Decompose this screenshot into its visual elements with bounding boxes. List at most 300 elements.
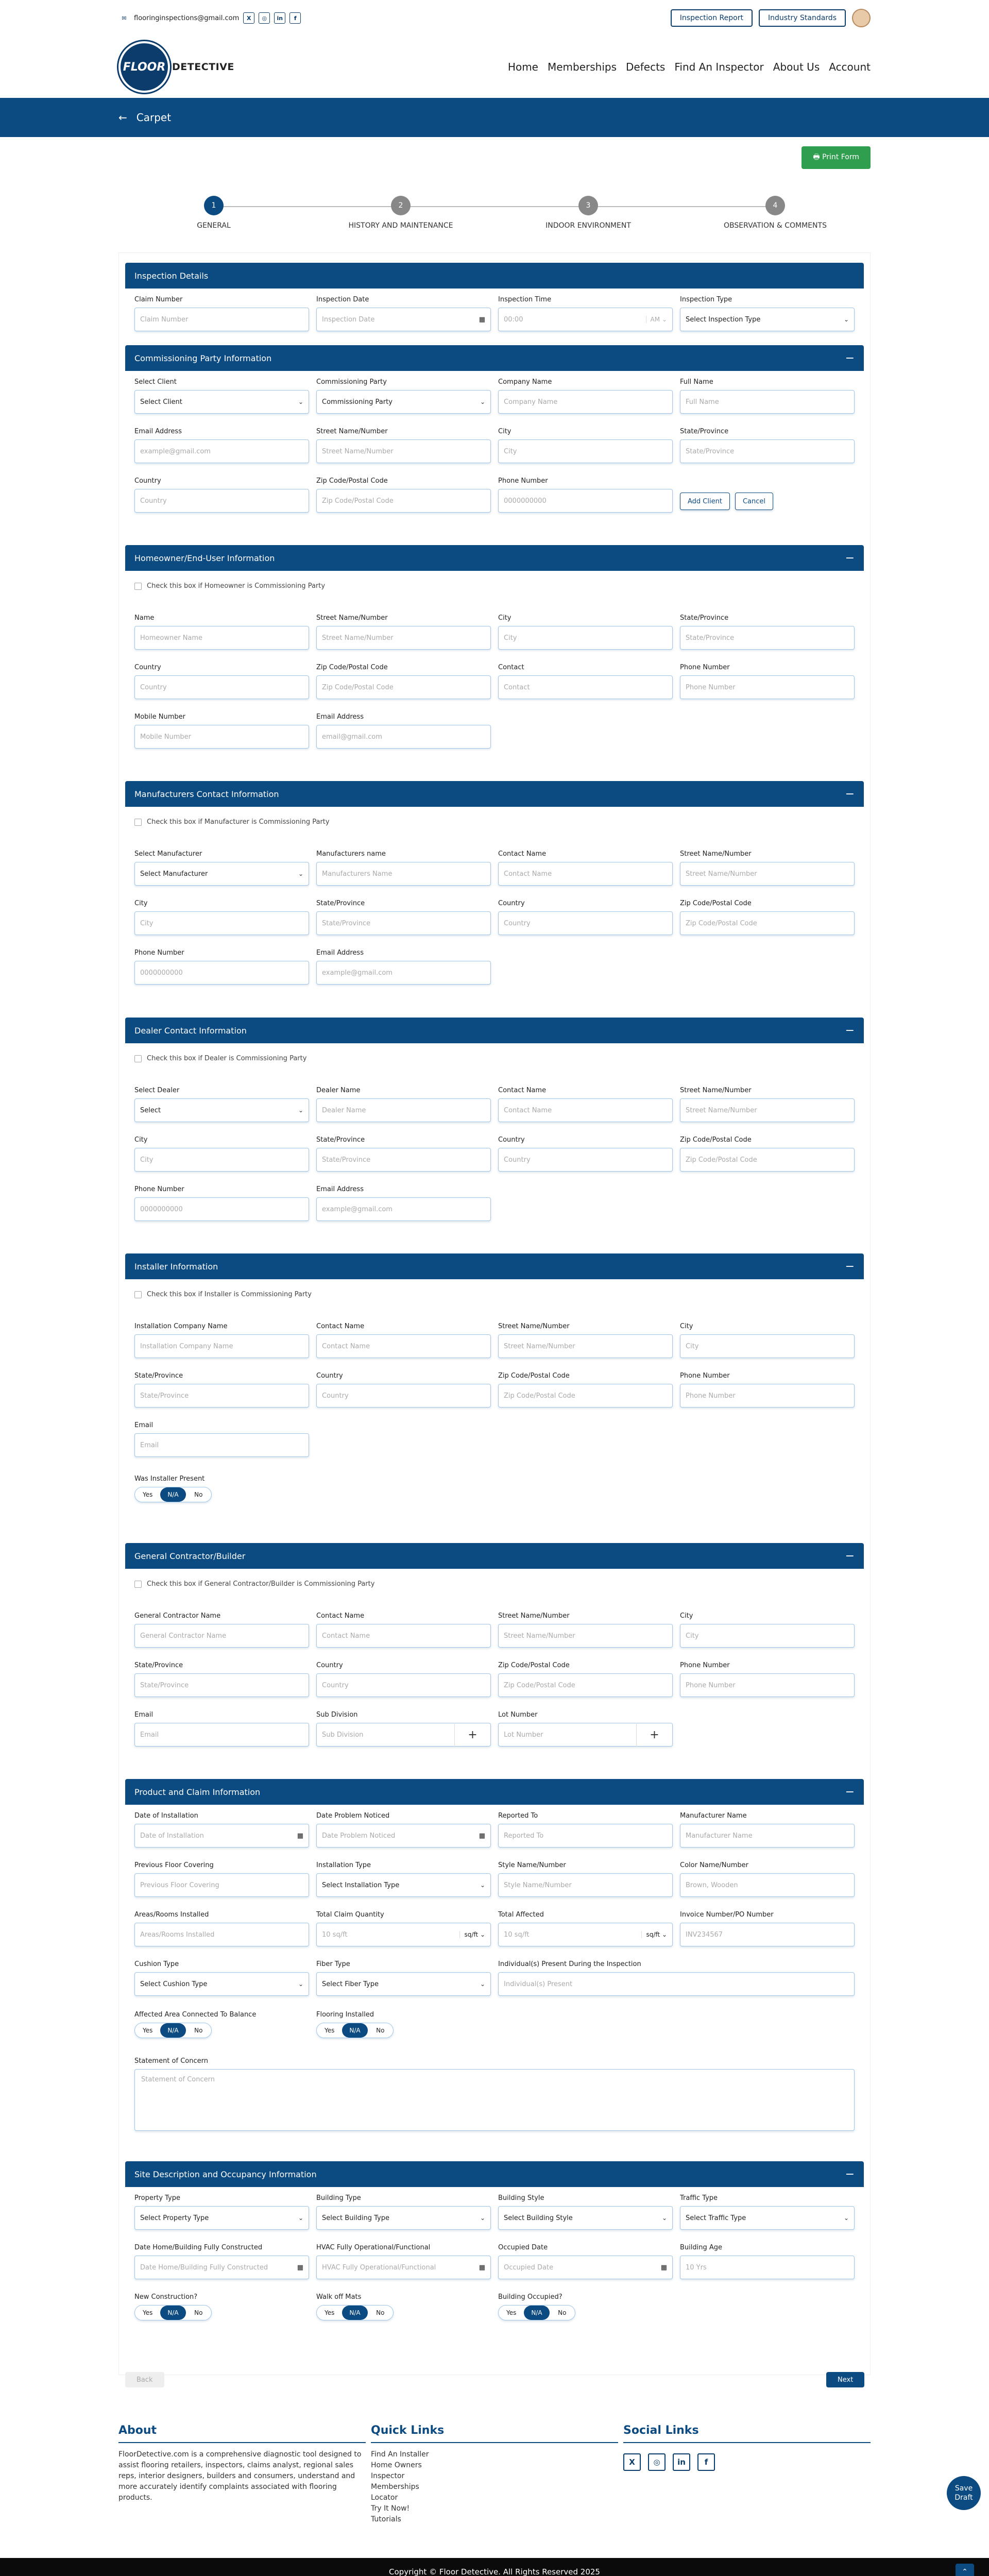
field-label: Date of Installation xyxy=(134,1812,198,1820)
checkbox-box[interactable] xyxy=(134,583,142,590)
toggle-na[interactable]: N/A xyxy=(160,1487,185,1502)
section-dealer xyxy=(125,1018,864,1234)
step-number: 1 xyxy=(204,196,224,215)
footer-link[interactable]: Tutorials xyxy=(371,2515,401,2523)
chevron-down-icon: ⌄ xyxy=(298,870,303,877)
nav-about[interactable]: About Us xyxy=(773,61,820,73)
contractor-checkbox[interactable] xyxy=(134,1580,374,1588)
contact-name-input[interactable]: Contact Name xyxy=(498,862,673,886)
inspection-date-input[interactable] xyxy=(316,308,491,331)
phone-input[interactable]: Phone Number xyxy=(680,1673,855,1697)
checkbox-box[interactable] xyxy=(134,1055,142,1062)
field-label: Date Home/Building Fully Constructed xyxy=(134,2244,263,2251)
street-input[interactable]: Street Name/Number xyxy=(316,439,491,463)
logo-badge: FLOOR xyxy=(118,41,170,93)
section-header xyxy=(125,263,864,289)
footer-link[interactable]: Memberships xyxy=(371,2483,419,2491)
toggle-yes[interactable]: Yes xyxy=(324,2027,335,2034)
field-label: Individual(s) Present During the Inspection xyxy=(498,1960,641,1968)
select-value: Select Cushion Type xyxy=(140,1980,208,1988)
cancel-button[interactable]: Cancel xyxy=(735,493,773,510)
step-label: HISTORY AND MAINTENANCE xyxy=(348,222,453,230)
section-header[interactable] xyxy=(125,1779,864,1805)
email-input[interactable]: Email xyxy=(134,1723,309,1747)
select-value: Select Fiber Type xyxy=(322,1980,379,1988)
step-observation[interactable] xyxy=(698,196,852,230)
zip-input[interactable]: Zip Code/Postal Code xyxy=(680,911,855,935)
installation-company-input[interactable]: Installation Company Name xyxy=(134,1334,309,1358)
step-label: INDOOR ENVIRONMENT xyxy=(545,222,631,230)
instagram-icon[interactable]: ◎ xyxy=(259,12,270,24)
street-input[interactable]: Street Name/Number xyxy=(316,626,491,650)
ampm-select[interactable] xyxy=(646,316,667,323)
chevron-down-icon: ⌄ xyxy=(480,1931,485,1938)
manufacturer-checkbox[interactable] xyxy=(134,818,330,826)
nav-home[interactable]: Home xyxy=(507,61,538,73)
color-name-input[interactable]: Brown, Wooden xyxy=(680,1873,855,1897)
print-label: Print Form xyxy=(822,153,859,161)
toggle-yes[interactable]: Yes xyxy=(142,1491,153,1498)
field-label: Date Problem Noticed xyxy=(316,1812,390,1820)
chevron-down-icon: ⌄ xyxy=(298,1107,303,1114)
contact-name-input[interactable]: Contact Name xyxy=(316,1334,491,1358)
select-manufacturer[interactable] xyxy=(134,862,309,886)
state-input[interactable]: State/Province xyxy=(680,626,855,650)
footer-heading: About xyxy=(118,2424,366,2443)
field-label: Email xyxy=(134,1711,154,1719)
zip-input[interactable]: Zip Code/Postal Code xyxy=(316,675,491,699)
step-indoor[interactable] xyxy=(511,196,666,230)
toggle-no[interactable]: No xyxy=(558,2309,567,2316)
country-input[interactable]: Country xyxy=(498,1148,673,1172)
section-header[interactable] xyxy=(125,545,864,571)
phone-input[interactable]: Phone Number xyxy=(680,675,855,699)
toggle-na[interactable]: N/A xyxy=(342,2306,367,2320)
homeowner-name-input[interactable]: Homeowner Name xyxy=(134,626,309,650)
unit-select[interactable] xyxy=(641,1931,667,1938)
page-banner xyxy=(0,98,989,137)
street-input[interactable]: Street Name/Number xyxy=(680,1098,855,1122)
contact-name-input[interactable]: Contact Name xyxy=(498,1098,673,1122)
next-button[interactable]: Next xyxy=(826,2372,864,2387)
ampm-value: AM xyxy=(650,316,660,323)
field-label: Previous Floor Covering xyxy=(134,1861,214,1869)
placeholder: Lot Number xyxy=(504,1731,543,1739)
section-header[interactable] xyxy=(125,2161,864,2187)
field-label: Select Dealer xyxy=(134,1087,180,1094)
toggle-yes[interactable]: Yes xyxy=(506,2309,517,2316)
toggle-no[interactable]: No xyxy=(194,2309,203,2316)
manufacturer-name-input[interactable]: Manufacturer Name xyxy=(680,1824,855,1848)
field-label: Company Name xyxy=(498,378,552,386)
city-input[interactable]: City xyxy=(680,1624,855,1648)
claim-number-input[interactable]: Claim Number xyxy=(134,308,309,331)
field-label: Phone Number xyxy=(498,477,548,485)
step-label: GENERAL xyxy=(197,222,231,230)
footer-link[interactable]: Inspector xyxy=(371,2472,405,2480)
state-input[interactable]: State/Province xyxy=(316,1148,491,1172)
step-history[interactable] xyxy=(323,196,478,230)
field-label: Inspection Time xyxy=(498,296,552,303)
areas-input[interactable]: Areas/Rooms Installed xyxy=(134,1923,309,1946)
field-label: Street Name/Number xyxy=(498,1612,570,1620)
field-label: Total Claim Quantity xyxy=(316,1911,384,1919)
avatar[interactable] xyxy=(852,9,871,27)
footer-heading: Quick Links xyxy=(371,2424,618,2443)
email-input[interactable]: Email xyxy=(134,1433,309,1457)
nav-memberships[interactable]: Memberships xyxy=(547,61,617,73)
collapse-icon[interactable]: − xyxy=(845,551,855,565)
section-header[interactable] xyxy=(125,1543,864,1569)
section-homeowner xyxy=(125,545,864,761)
toggle-no[interactable]: No xyxy=(194,1491,203,1498)
hvac-date-input[interactable] xyxy=(316,2256,491,2279)
scroll-top-icon[interactable]: ⌃ xyxy=(956,2564,974,2576)
section-inspection-details xyxy=(125,263,864,335)
field-label: Phone Number xyxy=(134,949,184,957)
city-input[interactable]: City xyxy=(134,1148,309,1172)
section-header[interactable] xyxy=(125,1018,864,1043)
add-sub-division-button[interactable]: + xyxy=(454,1723,490,1747)
back-button[interactable]: Back xyxy=(125,2372,164,2387)
placeholder: 10 sq/ft xyxy=(322,1930,348,1939)
field-label: Claim Number xyxy=(134,296,183,303)
phone-input[interactable]: 0000000000 xyxy=(134,961,309,985)
nav-find-inspector[interactable]: Find An Inspector xyxy=(674,61,764,73)
field-label: Fiber Type xyxy=(316,1960,350,1968)
select-value: Select Traffic Type xyxy=(686,2214,746,2222)
dealer-name-input[interactable]: Dealer Name xyxy=(316,1098,491,1122)
street-input[interactable]: Street Name/Number xyxy=(498,1624,673,1648)
add-client-button[interactable]: Add Client xyxy=(680,493,730,510)
footer-link[interactable]: Locator xyxy=(371,2494,398,2502)
section-header[interactable] xyxy=(125,345,864,371)
select-value: Select Inspection Type xyxy=(686,315,761,324)
nav-account[interactable]: Account xyxy=(829,61,871,73)
homeowner-checkbox[interactable] xyxy=(134,582,325,590)
placeholder: HVAC Fully Operational/Functional xyxy=(322,2263,436,2272)
inspection-type-select[interactable] xyxy=(680,308,855,331)
field-label: Country xyxy=(134,664,161,671)
field-label: Was Installer Present xyxy=(134,1475,205,1483)
field-label: Inspection Date xyxy=(316,296,369,303)
checkbox-box[interactable] xyxy=(134,819,142,826)
flooring-installed-toggle[interactable] xyxy=(316,2023,394,2038)
logo[interactable] xyxy=(118,41,234,93)
mail-icon: ✉ xyxy=(122,14,127,22)
state-input[interactable]: State/Province xyxy=(680,439,855,463)
collapse-icon[interactable]: − xyxy=(845,351,855,365)
select-value: Select Manufacturer xyxy=(140,870,208,878)
commissioning-party-select[interactable] xyxy=(316,390,491,414)
section-title: Installer Information xyxy=(134,1261,218,1272)
cushion-type-select[interactable] xyxy=(134,1972,309,1996)
field-label: State/Province xyxy=(316,1136,365,1144)
phone-input[interactable]: 0000000000 xyxy=(498,489,673,513)
chevron-down-icon: ⌄ xyxy=(843,316,849,323)
installer-checkbox[interactable] xyxy=(134,1291,312,1298)
checkbox-label: Check this box if Manufacturer is Commissioning Party xyxy=(147,818,330,826)
collapse-icon[interactable]: − xyxy=(845,1024,855,1037)
toggle-yes[interactable]: Yes xyxy=(324,2309,335,2316)
step-label: OBSERVATION & COMMENTS xyxy=(724,222,827,230)
select-client[interactable] xyxy=(134,390,309,414)
chevron-down-icon: ⌄ xyxy=(480,2214,485,2222)
installation-date-input[interactable] xyxy=(134,1824,309,1848)
field-label: Cushion Type xyxy=(134,1960,179,1968)
field-label: Color Name/Number xyxy=(680,1861,749,1869)
back-arrow-icon[interactable]: ← xyxy=(118,111,127,124)
full-name-input[interactable]: Full Name xyxy=(680,390,855,414)
phone-input[interactable]: 0000000000 xyxy=(134,1197,309,1221)
checkbox-box[interactable] xyxy=(134,1291,142,1298)
new-construction-toggle[interactable] xyxy=(134,2305,212,2320)
street-input[interactable]: Street Name/Number xyxy=(680,862,855,886)
walk-off-mats-toggle[interactable] xyxy=(316,2305,394,2320)
checkbox-label: Check this box if General Contractor/Builder is Commissioning Party xyxy=(147,1580,375,1588)
zip-input[interactable]: Zip Code/Postal Code xyxy=(316,489,491,513)
field-label: Affected Area Connected To Balance xyxy=(134,2011,257,2019)
section-header[interactable] xyxy=(125,781,864,807)
field-label: Statement of Concern xyxy=(134,2057,208,2065)
field-label: Lot Number xyxy=(498,1711,538,1719)
occupied-date-input[interactable] xyxy=(498,2256,673,2279)
chevron-down-icon: ⌄ xyxy=(298,1980,303,1988)
section-title: Inspection Details xyxy=(134,270,209,281)
section-site-description xyxy=(125,2161,864,2336)
email-input[interactable]: example@gmail.com xyxy=(134,439,309,463)
lot-number-input[interactable] xyxy=(498,1723,673,1747)
toggle-no[interactable]: No xyxy=(194,2027,203,2034)
logo-word: DETECTIVE xyxy=(172,61,234,73)
footer-link[interactable]: Find An Installer xyxy=(371,2450,429,2459)
statement-of-concern-textarea[interactable]: Statement of Concern xyxy=(134,2069,855,2131)
problem-date-input[interactable] xyxy=(316,1824,491,1848)
nav-defects[interactable]: Defects xyxy=(626,61,666,73)
field-label: Zip Code/Postal Code xyxy=(316,477,388,485)
field-label: Zip Code/Postal Code xyxy=(680,1136,752,1144)
footer-about-text: FloorDetective.com is a comprehensive diagnostic tool designed to assist flooring retailers, inspectors, claims analyst, regional sales reps, interior designers, builders and consumers, understand and more accurately identify complaints associated with flooring products. xyxy=(118,2450,362,2502)
field-label: Inspection Type xyxy=(680,296,732,303)
toggle-no[interactable]: No xyxy=(376,2309,385,2316)
invoice-number-input[interactable]: INV234567 xyxy=(680,1923,855,1946)
print-form-button[interactable] xyxy=(802,146,871,169)
field-label: Flooring Installed xyxy=(316,2011,374,2019)
collapse-icon[interactable]: − xyxy=(845,1260,855,1273)
state-input[interactable]: State/Province xyxy=(134,1673,309,1697)
step-general[interactable] xyxy=(137,196,291,230)
field-label: Country xyxy=(316,1372,343,1380)
calendar-icon[interactable]: ▦ xyxy=(479,2263,485,2272)
chevron-down-icon: ⌄ xyxy=(480,1882,485,1889)
fiber-type-select[interactable] xyxy=(316,1972,491,1996)
calendar-icon[interactable]: ▦ xyxy=(479,1832,485,1840)
toggle-yes[interactable]: Yes xyxy=(142,2027,153,2034)
dealer-checkbox[interactable] xyxy=(134,1055,306,1062)
toggle-na[interactable]: N/A xyxy=(524,2306,549,2320)
instagram-icon[interactable]: ◎ xyxy=(648,2453,666,2471)
main-nav xyxy=(0,36,989,98)
traffic-type-select[interactable] xyxy=(680,2206,855,2230)
field-label: Street Name/Number xyxy=(680,850,752,858)
zip-input[interactable]: Zip Code/Postal Code xyxy=(680,1148,855,1172)
placeholder: Inspection Date xyxy=(322,315,375,324)
section-title: Commissioning Party Information xyxy=(134,353,272,363)
city-input[interactable]: City xyxy=(498,439,673,463)
collapse-icon[interactable]: − xyxy=(845,2167,855,2181)
manufacturer-name-input[interactable]: Manufacturers Name xyxy=(316,862,491,886)
contact-email xyxy=(118,12,301,24)
toggle-no[interactable]: No xyxy=(376,2027,385,2034)
toggle-na[interactable]: N/A xyxy=(342,2023,367,2038)
field-label: Invoice Number/PO Number xyxy=(680,1911,774,1919)
section-header[interactable] xyxy=(125,1253,864,1279)
calendar-icon[interactable]: ▦ xyxy=(479,315,485,324)
company-name-input[interactable]: Company Name xyxy=(498,390,673,414)
country-input[interactable]: Country xyxy=(316,1384,491,1408)
street-input[interactable]: Street Name/Number xyxy=(498,1334,673,1358)
field-label: City xyxy=(680,1612,693,1620)
field-label: City xyxy=(134,900,148,907)
contractor-name-input[interactable]: General Contractor Name xyxy=(134,1624,309,1648)
phone-input[interactable]: Phone Number xyxy=(680,1384,855,1408)
toggle-yes[interactable]: Yes xyxy=(142,2309,153,2316)
linkedin-icon[interactable]: in xyxy=(274,12,285,24)
field-label: New Construction? xyxy=(134,2293,198,2301)
email-input[interactable]: email@gmail.com xyxy=(316,725,491,749)
field-label: Areas/Rooms Installed xyxy=(134,1911,209,1919)
state-input[interactable]: State/Province xyxy=(134,1384,309,1408)
linkedin-icon[interactable]: in xyxy=(673,2453,690,2471)
field-label: Dealer Name xyxy=(316,1087,361,1094)
field-label: Zip Code/Postal Code xyxy=(498,1662,570,1669)
footer-link[interactable]: Home Owners xyxy=(371,2461,422,2469)
calendar-icon[interactable]: ▦ xyxy=(297,2263,303,2272)
field-label: Building Style xyxy=(498,2194,544,2202)
country-input[interactable]: Country xyxy=(134,675,309,699)
country-input[interactable]: Country xyxy=(316,1673,491,1697)
placeholder: 10 sq/ft xyxy=(504,1930,530,1939)
section-title: Product and Claim Information xyxy=(134,1787,261,1797)
individuals-present-input[interactable]: Individual(s) Present xyxy=(498,1972,855,1996)
section-general-contractor xyxy=(125,1543,864,1759)
country-input[interactable]: Country xyxy=(498,911,673,935)
unit-select[interactable] xyxy=(459,1931,485,1938)
section-commissioning-party xyxy=(125,345,864,515)
collapse-icon[interactable]: − xyxy=(845,787,855,801)
installation-type-select[interactable] xyxy=(316,1873,491,1897)
country-input[interactable]: Country xyxy=(134,489,309,513)
field-label: Email Address xyxy=(134,428,182,435)
field-label: Commissioning Party xyxy=(316,378,387,386)
field-label: Property Type xyxy=(134,2194,181,2202)
construction-date-input[interactable] xyxy=(134,2256,309,2279)
zip-input[interactable]: Zip Code/Postal Code xyxy=(498,1673,673,1697)
city-input[interactable]: City xyxy=(498,626,673,650)
field-label: Sub Division xyxy=(316,1711,358,1719)
calendar-icon[interactable]: ▦ xyxy=(297,1832,303,1840)
total-affected-input[interactable] xyxy=(498,1923,673,1946)
field-label: Name xyxy=(134,614,155,622)
placeholder: Sub Division xyxy=(322,1731,364,1739)
property-type-select[interactable] xyxy=(134,2206,309,2230)
step-number: 2 xyxy=(391,196,411,215)
field-label: Contact Name xyxy=(316,1323,365,1330)
print-icon: 🖶 xyxy=(813,153,823,161)
x-icon[interactable]: X xyxy=(243,12,254,24)
toggle-na[interactable]: N/A xyxy=(160,2306,185,2320)
field-label: Email xyxy=(134,1421,154,1429)
contact-name-input[interactable]: Contact Name xyxy=(316,1624,491,1648)
style-name-input[interactable]: Style Name/Number xyxy=(498,1873,673,1897)
add-lot-button[interactable]: + xyxy=(636,1723,672,1747)
city-input[interactable]: City xyxy=(680,1334,855,1358)
state-input[interactable]: State/Province xyxy=(316,911,491,935)
building-occupied-toggle[interactable] xyxy=(498,2305,575,2320)
footer-social xyxy=(623,2424,871,2471)
building-type-select[interactable] xyxy=(316,2206,491,2230)
installer-present-toggle[interactable] xyxy=(134,1487,212,1502)
field-label: Street Name/Number xyxy=(680,1087,752,1094)
collapse-icon[interactable]: − xyxy=(845,1549,855,1563)
city-input[interactable]: City xyxy=(134,911,309,935)
contact-input[interactable]: Contact xyxy=(498,675,673,699)
checkbox-box[interactable] xyxy=(134,1581,142,1588)
toggle-na[interactable]: N/A xyxy=(160,2023,185,2038)
building-style-select[interactable] xyxy=(498,2206,673,2230)
save-draft-button[interactable]: Save Draft xyxy=(947,2476,981,2510)
calendar-icon[interactable]: ▦ xyxy=(660,2263,667,2272)
chevron-down-icon: ⌄ xyxy=(843,2214,849,2222)
field-label: Zip Code/Postal Code xyxy=(680,900,752,907)
field-label: Manufacturers name xyxy=(316,850,386,858)
field-label: Walk off Mats xyxy=(316,2293,362,2301)
email-input[interactable]: example@gmail.com xyxy=(316,1197,491,1221)
inspection-time-input[interactable] xyxy=(498,308,673,331)
x-icon[interactable]: X xyxy=(623,2453,641,2471)
placeholder: 00:00 xyxy=(504,315,523,324)
field-label: Country xyxy=(316,1662,343,1669)
inspection-report-button[interactable]: Inspection Report xyxy=(671,9,753,27)
footer-link[interactable]: Try It Now! xyxy=(371,2504,410,2513)
building-age-input[interactable]: 10 Yrs xyxy=(680,2256,855,2279)
reported-to-input[interactable]: Reported To xyxy=(498,1824,673,1848)
facebook-icon[interactable]: f xyxy=(289,12,301,24)
top-bar xyxy=(0,0,989,36)
sub-division-input[interactable] xyxy=(316,1723,491,1747)
email-text: flooringinspections@gmail.com xyxy=(134,14,240,22)
mobile-input[interactable]: Mobile Number xyxy=(134,725,309,749)
footer-heading: Social Links xyxy=(623,2424,871,2443)
email-input[interactable]: example@gmail.com xyxy=(316,961,491,985)
previous-floor-input[interactable]: Previous Floor Covering xyxy=(134,1873,309,1897)
industry-standards-button[interactable]: Industry Standards xyxy=(759,9,846,27)
field-label: City xyxy=(134,1136,148,1144)
field-label: Phone Number xyxy=(680,1662,730,1669)
claim-quantity-input[interactable] xyxy=(316,1923,491,1946)
field-label: Total Affected xyxy=(498,1911,544,1919)
field-label: Manufacturer Name xyxy=(680,1812,747,1820)
section-title: Manufacturers Contact Information xyxy=(134,789,279,799)
field-label: Zip Code/Postal Code xyxy=(498,1372,570,1380)
select-dealer[interactable] xyxy=(134,1098,309,1122)
zip-input[interactable]: Zip Code/Postal Code xyxy=(498,1384,673,1408)
facebook-icon[interactable]: f xyxy=(697,2453,715,2471)
collapse-icon[interactable]: − xyxy=(845,1785,855,1799)
field-label: Select Client xyxy=(134,378,177,386)
affected-area-toggle[interactable] xyxy=(134,2023,212,2038)
field-label: State/Province xyxy=(134,1662,183,1669)
